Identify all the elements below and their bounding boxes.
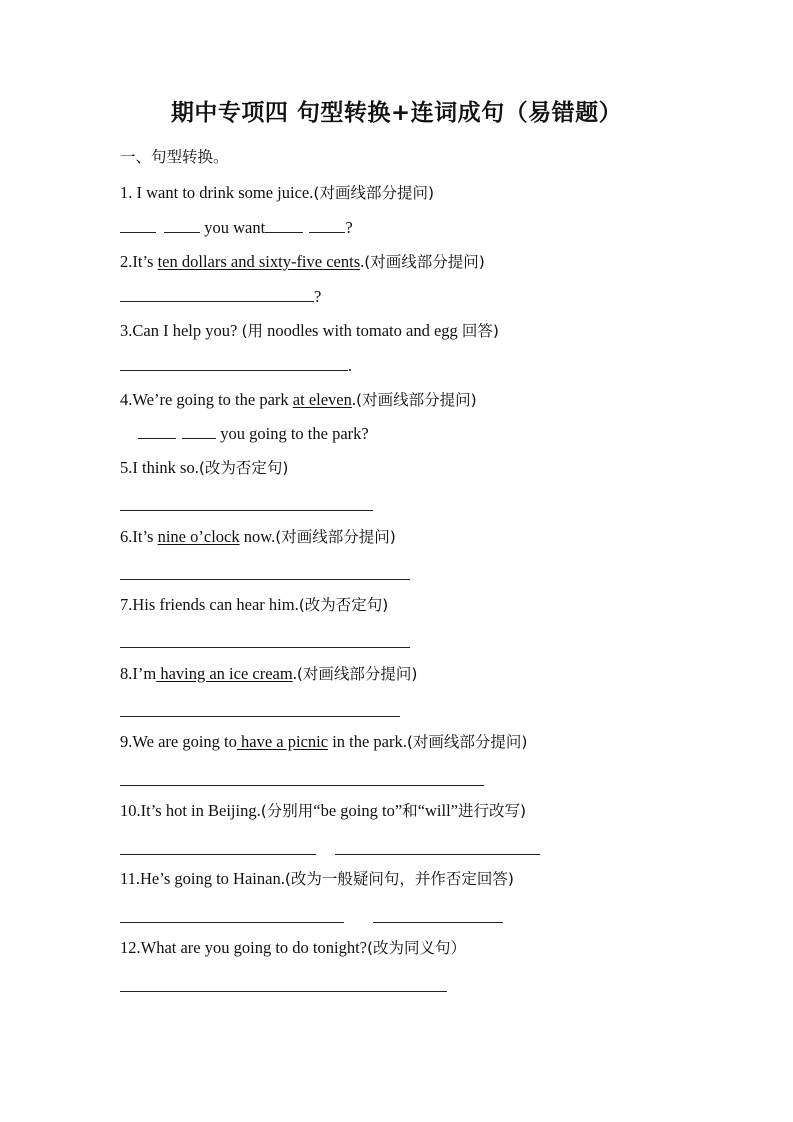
answer-2[interactable]: ? (120, 286, 321, 308)
answer-line-11a[interactable] (120, 922, 344, 923)
answer-line-9[interactable] (120, 785, 484, 786)
answer-1[interactable]: you want ? (120, 217, 353, 239)
answer-line-8[interactable] (120, 716, 400, 717)
underlined-phrase: nine o’clock (157, 527, 240, 546)
page-title: 期中专项四 句型转换+连词成句（易错题） (170, 100, 623, 126)
question-12: 12.What are you going to do tonight?(改为同义句） (120, 938, 467, 957)
question-4: 4.We’re going to the park at eleven.(对画线部分提问) (120, 390, 477, 409)
underlined-phrase: ten dollars and sixty-five cents (157, 252, 361, 271)
answer-blank[interactable] (182, 424, 216, 439)
question-1: 1. I want to drink some juice.(对画线部分提问) (120, 183, 434, 202)
answer-line-5[interactable] (120, 510, 373, 511)
underlined-phrase: having an ice cream (156, 664, 293, 683)
answer-line-7[interactable] (120, 647, 410, 648)
underlined-phrase: have a picnic (236, 732, 329, 751)
question-6: 6.It’s nine o’clock now.(对画线部分提问) (120, 527, 396, 546)
question-3: 3.Can I help you? (用 noodles with tomato and egg 回答) (120, 321, 499, 340)
question-10: 10.It’s hot in Beijing.(分别用“be going to”和“will”进行改写) (120, 801, 527, 820)
section-heading: 一、句型转换。 (120, 148, 229, 166)
question-2: 2.It’s ten dollars and sixty-five cents.(对画线部分提问) (120, 252, 485, 271)
answer-4[interactable]: you going to the park? (138, 423, 369, 445)
answer-blank[interactable] (120, 356, 348, 371)
answer-blank[interactable] (265, 218, 303, 233)
answer-blank[interactable] (309, 218, 345, 233)
answer-line-6[interactable] (120, 579, 410, 580)
underlined-phrase: at eleven (292, 390, 352, 409)
answer-blank[interactable] (120, 218, 156, 233)
question-5: 5.I think so.(改为否定句) (120, 458, 289, 477)
answer-line-10a[interactable] (120, 854, 316, 855)
answer-line-11b[interactable] (373, 922, 503, 923)
answer-blank[interactable] (138, 424, 176, 439)
answer-line-10b[interactable] (335, 854, 540, 855)
answer-blank[interactable] (120, 287, 314, 302)
answer-3[interactable]: . (120, 355, 352, 377)
question-8: 8.I’m having an ice cream.(对画线部分提问) (120, 664, 418, 683)
answer-blank[interactable] (164, 218, 200, 233)
question-11: 11.He’s going to Hainan.(改为一般疑问句，并作否定回答) (120, 869, 514, 888)
question-7: 7.His friends can hear him.(改为否定句) (120, 595, 389, 614)
answer-line-12[interactable] (120, 991, 447, 992)
question-9: 9.We are going to have a picnic in the park.(对画线部分提问) (120, 732, 528, 751)
